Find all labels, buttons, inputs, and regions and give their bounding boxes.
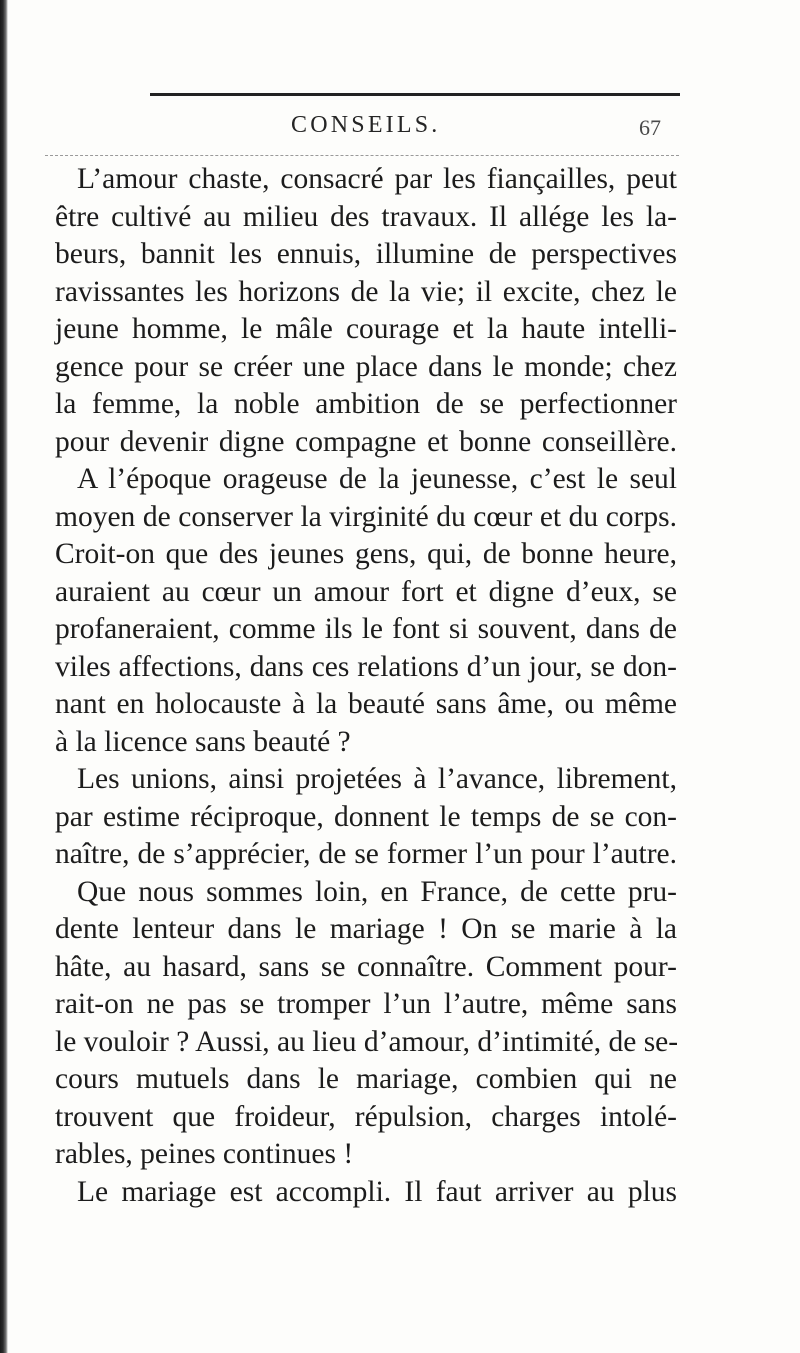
text-line: beurs, bannit les ennuis, illumine de perspectives: [55, 238, 677, 270]
text-line: L’amour chaste, consacré par les fiançailles, peut: [77, 163, 677, 195]
text-line: être cultivé au milieu des travaux. Il allége les la-: [55, 200, 677, 233]
text-line: trouvent que froideur, répulsion, charges intolé-: [55, 1100, 677, 1133]
text-line: profaneraient, comme ils le font si souvent, dans de: [55, 613, 677, 645]
text-line: gence pour se créer une place dans le monde; chez: [55, 350, 677, 383]
text-line: viles affections, dans ces relations d’un jour, se don-: [55, 650, 677, 683]
text-line: la femme, la noble ambition de se perfectionner: [55, 388, 677, 420]
header-rule: [45, 155, 679, 156]
text-line: hâte, au hasard, sans se connaître. Comment pour-: [55, 950, 677, 983]
text-line: Le mariage est accompli. Il faut arriver au plus: [77, 1175, 677, 1208]
text-line: Croit-on que des jeunes gens, qui, de bonne heure,: [55, 538, 677, 570]
text-line: rables, peines continues !: [55, 1138, 354, 1170]
text-line: cours mutuels dans le mariage, combien qui ne: [55, 1063, 677, 1095]
text-line: par estime réciproque, donnent le temps de se con-: [55, 800, 677, 833]
page-binding-edge: [0, 0, 8, 1353]
text-line: A l’époque orageuse de la jeunesse, c’est le seul: [77, 463, 677, 495]
text-line: ravissantes les horizons de la vie; il excite, chez le: [55, 275, 677, 308]
text-line: à la licence sans beauté ?: [55, 725, 351, 758]
text-line: Les unions, ainsi projetées à l’avance, librement,: [77, 763, 677, 795]
text-line: moyen de conserver la virginité du cœur et du corps.: [55, 500, 677, 533]
text-line: Que nous sommes loin, en France, de cette pru-: [77, 875, 677, 908]
text-line: pour devenir digne compagne et bonne conseillère.: [55, 425, 677, 458]
top-rule: [150, 93, 680, 96]
page-number: 67: [639, 115, 661, 140]
text-line: jeune homme, le mâle courage et la haute intelli-: [55, 313, 677, 345]
text-line: rait-on ne pas se tromper l’un l’autre, même sans: [55, 988, 677, 1020]
text-line: auraient au cœur un amour fort et digne d’eux, se: [55, 575, 677, 608]
running-head: [0, 110, 800, 150]
text-line: naître, de s’apprécier, de se former l’un pour l’autre.: [55, 838, 677, 870]
text-line: nant en holocauste à la beauté sans âme, ou même: [55, 688, 677, 720]
text-line: dente lenteur dans le mariage ! On se marie à la: [55, 913, 677, 945]
section-title: CONSEILS.: [291, 112, 441, 138]
text-line: le vouloir ? Aussi, au lieu d’amour, d’intimité, de se-: [55, 1025, 679, 1058]
